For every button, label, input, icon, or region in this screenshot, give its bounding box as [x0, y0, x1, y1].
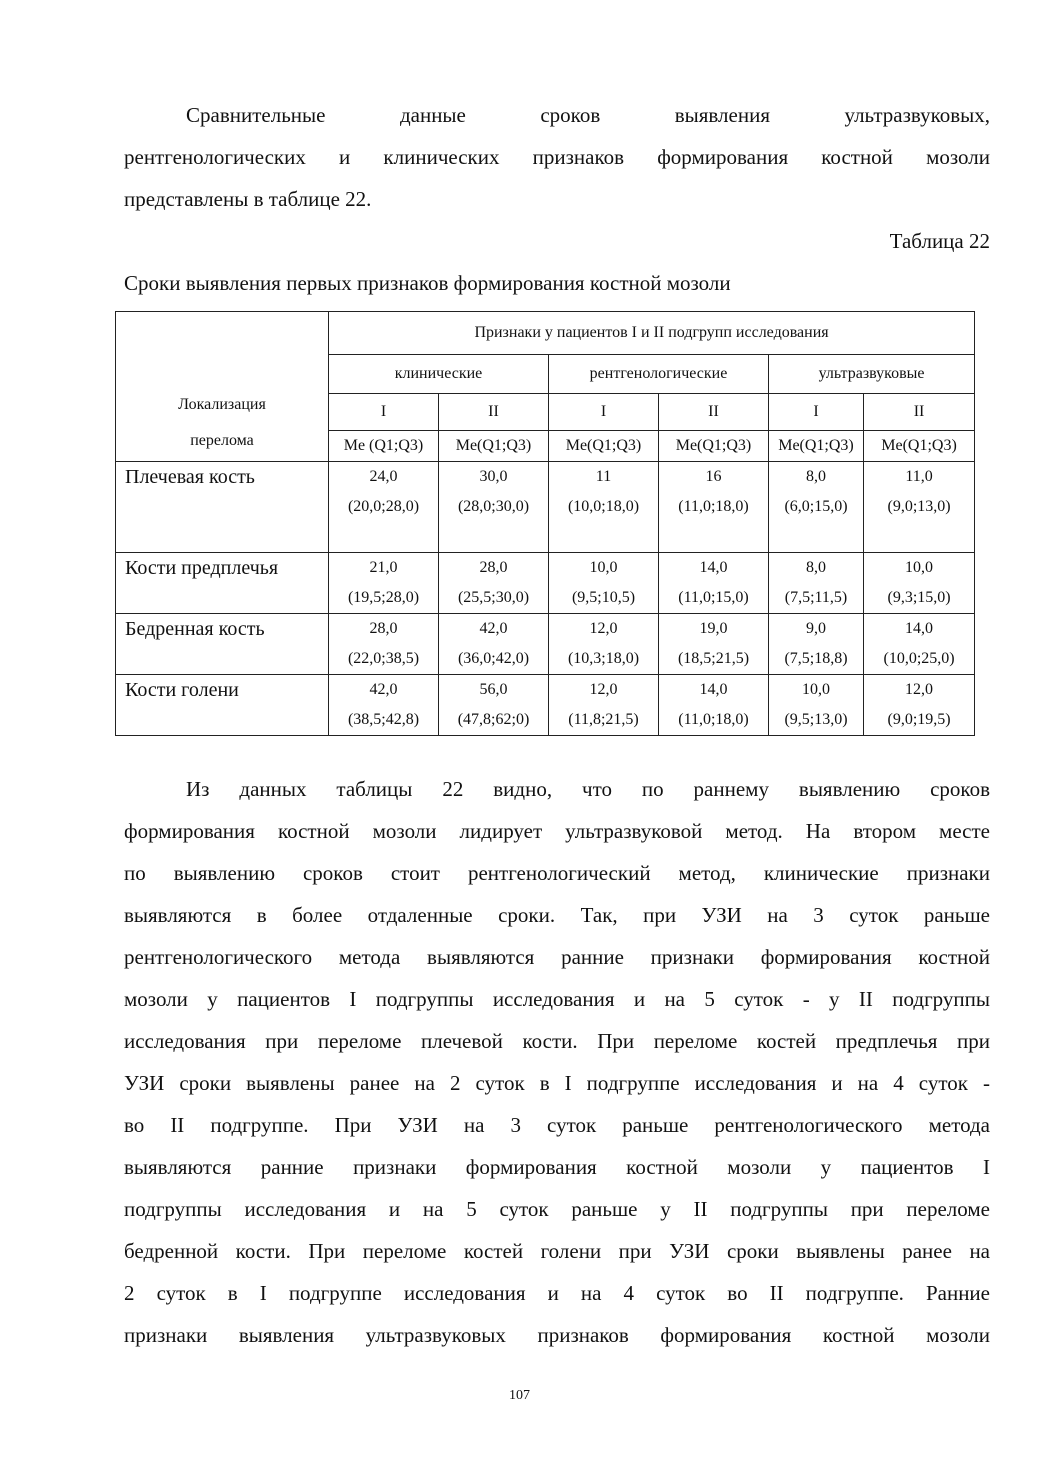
quartile-range: (9,0;13,0)	[887, 498, 951, 515]
median-value: 56,0	[479, 681, 508, 698]
table-cell	[329, 462, 439, 553]
median-value: 12,0	[589, 681, 618, 698]
subgroup-header: I	[769, 394, 864, 431]
quartile-range: (7,5;11,5)	[784, 589, 848, 606]
table-cell	[769, 462, 864, 553]
group-header-radiological: рентгенологические	[549, 355, 769, 394]
table-cell	[864, 675, 975, 736]
row-label: Кости предплечья	[116, 553, 329, 614]
subgroup-header: II	[864, 394, 975, 431]
table-cell	[439, 553, 549, 614]
median-value: 28,0	[479, 559, 508, 576]
median-value: 30,0	[479, 468, 508, 485]
median-value: 10,0	[589, 559, 618, 576]
stat-label: Me (Q1;Q3)	[329, 431, 439, 462]
body-line: подгруппы исследования и на 5 суток раньше у II подгруппы при переломе	[124, 1197, 990, 1221]
body-line: УЗИ сроки выявлены ранее на 2 суток в I подгруппе исследования и на 4 суток -	[124, 1071, 990, 1095]
median-value: 11,0	[905, 468, 933, 485]
median-value: 16	[705, 468, 722, 485]
table-cell	[439, 675, 549, 736]
body-line: 2 суток в I подгруппе исследования и на 4 суток во II подгруппе. Ранние	[124, 1281, 990, 1305]
table-cell	[864, 462, 975, 553]
quartile-range: (22,0;38,5)	[347, 650, 420, 667]
intro-line: представлены в таблице 22.	[124, 187, 372, 211]
intro-paragraph	[124, 94, 990, 220]
fracture-callus-table	[115, 311, 975, 736]
body-line: формирования костной мозоли лидирует ультразвуковой метод. На втором месте	[124, 819, 990, 843]
table-cell	[329, 675, 439, 736]
group-header-clinical: клинические	[329, 355, 549, 394]
median-value: 11	[595, 468, 612, 485]
median-value: 9,0	[806, 620, 826, 637]
median-value: 28,0	[369, 620, 398, 637]
quartile-range: (9,5;10,5)	[571, 589, 636, 606]
quartile-range: (11,0;15,0)	[678, 589, 749, 606]
quartile-range: (19,5;28,0)	[347, 589, 420, 606]
table-cell	[864, 553, 975, 614]
quartile-range: (9,3;15,0)	[887, 589, 951, 606]
quartile-range: (9,0;19,5)	[887, 711, 951, 728]
table-cell	[549, 675, 659, 736]
body-line: выявляются ранние признаки формирования костной мозоли у пациентов I	[124, 1155, 990, 1179]
table-cell	[549, 614, 659, 675]
stat-label: Me(Q1;Q3)	[659, 431, 769, 462]
row-label: Плечевая кость	[116, 462, 329, 553]
quartile-range: (7,5;18,8)	[784, 650, 848, 667]
body-line: признаки выявления ультразвуковых признаков формирования костной мозоли	[124, 1323, 990, 1347]
quartile-range: (20,0;28,0)	[347, 498, 420, 515]
quartile-range: (47,8;62;0)	[457, 711, 530, 728]
table-cell	[769, 675, 864, 736]
row-label: Кости голени	[116, 675, 329, 736]
stat-label: Me(Q1;Q3)	[864, 431, 975, 462]
median-value: 8,0	[806, 468, 826, 485]
median-value: 12,0	[905, 681, 934, 698]
median-value: 14,0	[699, 559, 728, 576]
quartile-range: (38,5;42,8)	[347, 711, 420, 728]
body-line: мозоли у пациентов I подгруппы исследования и на 5 суток - у II подгруппы	[124, 987, 990, 1011]
quartile-range: (11,0;18,0)	[678, 711, 749, 728]
median-value: 14,0	[905, 620, 934, 637]
table-cell	[659, 675, 769, 736]
table-cell	[659, 614, 769, 675]
table-cell	[329, 614, 439, 675]
subgroup-header: II	[659, 394, 769, 431]
table-cell	[549, 462, 659, 553]
body-line: выявляются в более отдаленные сроки. Так, при УЗИ на 3 суток раньше	[124, 903, 990, 927]
quartile-range: (11,0;18,0)	[678, 498, 749, 515]
subgroup-header: II	[439, 394, 549, 431]
median-value: 24,0	[369, 468, 398, 485]
median-value: 42,0	[479, 620, 508, 637]
table-cell	[659, 462, 769, 553]
table-cell	[769, 553, 864, 614]
body-line: бедренной кости. При переломе костей голени при УЗИ сроки выявлены ранее на	[124, 1239, 990, 1263]
row-label: Бедренная кость	[116, 614, 329, 675]
intro-line: рентгенологических и клинических признаков формирования костной мозоли	[124, 145, 990, 169]
quartile-range: (25,5;30,0)	[457, 589, 530, 606]
stat-label: Me(Q1;Q3)	[439, 431, 549, 462]
quartile-range: (6,0;15,0)	[784, 498, 848, 515]
median-value: 14,0	[699, 681, 728, 698]
quartile-range: (10,3;18,0)	[567, 650, 640, 667]
median-value: 12,0	[589, 620, 618, 637]
median-value: 21,0	[369, 559, 398, 576]
group-header-ultrasound: ультразвуковые	[769, 355, 975, 394]
intro-line: Сравнительные данные сроков выявления ультразвуковых,	[186, 103, 990, 127]
quartile-range: (36,0;42,0)	[457, 650, 530, 667]
table-row	[116, 462, 975, 553]
quartile-range: (10,0;18,0)	[567, 498, 640, 515]
table-cell	[769, 614, 864, 675]
table-caption: Сроки выявления первых признаков формирования костной мозоли	[124, 271, 731, 295]
table-cell	[864, 614, 975, 675]
localization-header-line: перелома	[190, 432, 254, 449]
median-value: 10,0	[802, 681, 830, 698]
body-line: во II подгруппе. При УЗИ на 3 суток раньше рентгенологического метода	[124, 1113, 990, 1137]
table-cell	[439, 462, 549, 553]
median-value: 10,0	[905, 559, 934, 576]
subgroup-header: I	[549, 394, 659, 431]
stat-label: Me(Q1;Q3)	[769, 431, 864, 462]
quartile-range: (11,8;21,5)	[568, 711, 639, 728]
body-paragraph	[124, 768, 990, 1356]
quartile-range: (28,0;30,0)	[457, 498, 530, 515]
quartile-range: (10,0;25,0)	[883, 650, 955, 667]
table-cell	[659, 553, 769, 614]
table-number: Таблица 22	[889, 229, 990, 253]
localization-header	[116, 312, 329, 462]
quartile-range: (9,5;13,0)	[784, 711, 848, 728]
table-row	[116, 614, 975, 675]
table-cell	[329, 553, 439, 614]
localization-header-line: Локализация	[178, 396, 266, 413]
median-value: 8,0	[806, 559, 826, 576]
median-value: 42,0	[369, 681, 398, 698]
stat-label: Me(Q1;Q3)	[549, 431, 659, 462]
body-line: Из данных таблицы 22 видно, что по раннему выявлению сроков	[186, 777, 990, 801]
signs-main-header: Признаки у пациентов I и II подгрупп исследования	[329, 312, 975, 355]
body-line: по выявлению сроков стоит рентгенологический метод, клинические признаки	[124, 861, 990, 885]
body-line: рентгенологического метода выявляются ранние признаки формирования костной	[124, 945, 990, 969]
body-line: исследования при переломе плечевой кости. При переломе костей предплечья при	[124, 1029, 990, 1053]
table-cell	[549, 553, 659, 614]
table-row	[116, 553, 975, 614]
subgroup-header: I	[329, 394, 439, 431]
median-value: 19,0	[699, 620, 728, 637]
table-cell	[439, 614, 549, 675]
quartile-range: (18,5;21,5)	[677, 650, 750, 667]
page-number: 107	[509, 1388, 530, 1403]
table-row	[116, 675, 975, 736]
